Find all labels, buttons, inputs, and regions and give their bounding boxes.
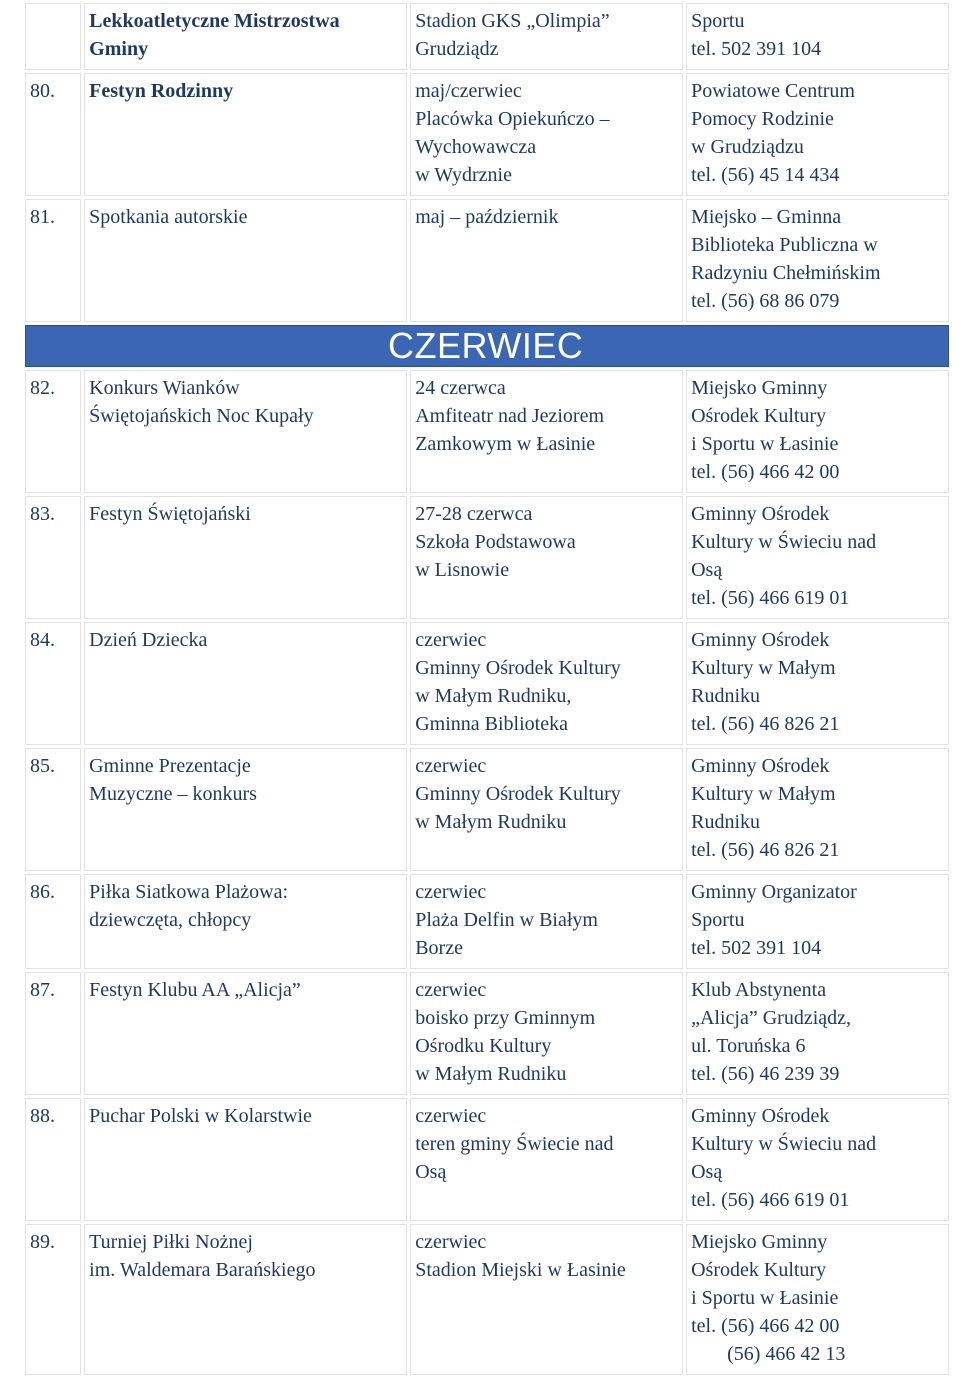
event-place-line: Placówka Opiekuńczo – [415,108,610,130]
event-number [25,3,81,70]
event-organizer-line: Gminny Ośrodek [691,755,830,777]
event-name [84,199,407,322]
event-place-line: teren gminy Świecie nad [415,1133,614,1155]
event-organizer-line: i Sportu w Łasinie [691,433,839,455]
event-organizer-line: Klub Abstynenta [691,979,827,1001]
event-organizer-line: tel. (56) 46 239 39 [691,1063,840,1085]
event-place-line: w Wydrznie [415,164,512,186]
event-name [84,1224,407,1375]
event-organizer-line: tel. (56) 68 86 079 [691,290,840,312]
event-name-line: Spotkania autorskie [89,206,248,228]
event-name-line: dziewczęta, chłopcy [89,909,252,931]
event-place-line: Amfiteatr nad Jeziorem [415,405,605,427]
event-organizer-line: Radzyniu Chełmińskim [691,262,881,284]
event-date-place [410,972,683,1095]
event-organizer-line: Miejsko Gminny [691,377,828,399]
event-number: 86. [25,874,81,969]
event-organizer-line: tel. (56) 46 826 21 [691,713,840,735]
event-name-line: Konkurs Wianków [89,377,240,399]
event-place-line: 27-28 czerwca [415,503,533,525]
event-organizer [686,1224,949,1375]
event-date-place [410,199,683,322]
event-name-line: Muzyczne – konkurs [89,783,257,805]
event-organizer-line: w Grudziądzu [691,136,804,158]
event-organizer-line: ul. Toruńska 6 [691,1035,806,1057]
event-organizer-line: Kultury w Małym [691,657,836,679]
event-place-line: czerwiec [415,979,487,1001]
event-organizer-line: Ośrodek Kultury [691,1259,827,1281]
event-organizer-line: Osą [691,1161,723,1183]
event-place-line: Gminna Biblioteka [415,713,568,735]
event-organizer [686,73,949,196]
event-name-line: Festyn Świętojański [89,503,251,525]
event-organizer [686,1098,949,1221]
event-organizer [686,748,949,871]
event-number: 89. [25,1224,81,1375]
event-organizer-line: Kultury w Świeciu nad [691,1133,877,1155]
event-organizer-line: Sportu [691,909,745,931]
event-organizer-line: Osą [691,559,723,581]
event-organizer-line: Gminny Organizator [691,881,857,903]
event-row [25,622,949,745]
month-header-group [25,325,949,367]
event-place-line: Gminny Ośrodek Kultury [415,657,621,679]
event-name [84,874,407,969]
event-date-place [410,622,683,745]
event-organizer-line: tel. (56) 466 619 01 [691,1189,850,1211]
event-place-line: Ośrodku Kultury [415,1035,552,1057]
event-name-line: Lekkoatletyczne Mistrzostwa [89,10,340,32]
event-organizer [686,622,949,745]
event-name-line: Dzień Dziecka [89,629,208,651]
event-organizer [686,370,949,493]
event-place-line: Stadion GKS „Olimpia” [415,10,610,32]
event-row [25,199,949,322]
event-number: 81. [25,199,81,322]
event-name [84,748,407,871]
event-place-line: Grudziądz [415,38,499,60]
event-number: 85. [25,748,81,871]
event-place-line: czerwiec [415,629,487,651]
event-place-line: w Małym Rudniku [415,811,567,833]
event-name [84,1098,407,1221]
event-row [25,370,949,493]
event-date-place [410,1098,683,1221]
event-name [84,73,407,196]
event-row [25,748,949,871]
event-name [84,972,407,1095]
event-organizer-line: i Sportu w Łasinie [691,1287,839,1309]
event-place-line: Plaża Delfin w Białym [415,909,598,931]
events-in-month [25,370,949,1375]
event-place-line: Zamkowym w Łasinie [415,433,596,455]
event-number: 84. [25,622,81,745]
month-title: CZERWIEC [388,325,584,366]
event-organizer-line: „Alicja” Grudziądz, [691,1007,852,1029]
event-organizer-line: Rudniku [691,811,761,833]
event-organizer-line: Rudniku [691,685,761,707]
event-row [25,972,949,1095]
event-place-line: czerwiec [415,881,487,903]
event-row [25,1098,949,1221]
event-organizer-line: tel. (56) 466 42 00 [691,1315,840,1337]
event-row [25,3,949,70]
events-table [22,0,952,1378]
event-organizer-line: tel. (56) 466 42 00 [691,461,840,483]
event-organizer-line: Powiatowe Centrum [691,80,855,102]
event-name-line: Gminne Prezentacje [89,755,251,777]
event-date-place [410,3,683,70]
event-name-line: Festyn Klubu AA „Alicja” [89,979,301,1001]
event-place-line: czerwiec [415,1105,487,1127]
event-organizer [686,199,949,322]
event-organizer-line: tel. (56) 466 619 01 [691,587,850,609]
month-banner [25,325,949,367]
event-organizer [686,874,949,969]
event-name-line: Świętojańskich Noc Kupały [89,405,314,427]
event-date-place [410,496,683,619]
event-place-line: boisko przy Gminnym [415,1007,596,1029]
event-row [25,874,949,969]
event-organizer-line: Kultury w Małym [691,783,836,805]
event-organizer [686,972,949,1095]
event-place-line: w Lisnowie [415,559,510,581]
event-name [84,3,407,70]
event-organizer-line: tel. (56) 45 14 434 [691,164,840,186]
event-name [84,496,407,619]
event-name-line: im. Waldemara Barańskiego [89,1259,316,1281]
events-before-month [25,3,949,322]
event-organizer-line: tel. (56) 46 826 21 [691,839,840,861]
event-place-line: maj – październik [415,206,559,228]
event-organizer-line: Gminny Ośrodek [691,629,830,651]
event-date-place [410,874,683,969]
event-place-line: Szkoła Podstawowa [415,531,576,553]
event-organizer-line: tel. 502 391 104 [691,937,822,959]
event-name [84,370,407,493]
event-organizer-line: Kultury w Świeciu nad [691,531,877,553]
event-date-place [410,748,683,871]
event-organizer-line: Gminny Ośrodek [691,503,830,525]
event-organizer-line: (56) 466 42 13 [727,1343,846,1365]
event-organizer-line: Gminny Ośrodek [691,1105,830,1127]
event-name [84,622,407,745]
event-place-line: czerwiec [415,755,487,777]
event-place-line: w Małym Rudniku, [415,685,572,707]
event-date-place [410,1224,683,1375]
event-row [25,496,949,619]
event-row [25,1224,949,1375]
event-date-place [410,370,683,493]
event-name-line: Piłka Siatkowa Plażowa: [89,881,289,903]
event-name-line: Gminy [89,38,149,60]
event-number: 83. [25,496,81,619]
event-number: 80. [25,73,81,196]
event-name-line: Turniej Piłki Nożnej [89,1231,253,1253]
event-place-line: Wychowawcza [415,136,537,158]
event-place-line: Stadion Miejski w Łasinie [415,1259,626,1281]
event-number: 88. [25,1098,81,1221]
event-organizer-line: Miejsko Gminny [691,1231,828,1253]
event-number: 82. [25,370,81,493]
event-place-line: czerwiec [415,1231,487,1253]
event-organizer-line: Miejsko – Gminna [691,206,842,228]
event-organizer-line: Ośrodek Kultury [691,405,827,427]
event-organizer-line: tel. 502 391 104 [691,38,822,60]
event-date-place [410,73,683,196]
event-organizer [686,3,949,70]
month-header-row [25,325,949,367]
event-name-line: Puchar Polski w Kolarstwie [89,1105,312,1127]
event-number: 87. [25,972,81,1095]
event-place-line: Borze [415,937,463,959]
event-organizer [686,496,949,619]
event-place-line: Gminny Ośrodek Kultury [415,783,621,805]
event-name-line: Festyn Rodzinny [89,80,234,102]
event-place-line: Osą [415,1161,447,1183]
event-row [25,73,949,196]
event-organizer-line: Pomocy Rodzinie [691,108,834,130]
event-place-line: 24 czerwca [415,377,506,399]
event-organizer-line: Sportu [691,10,745,32]
event-organizer-line: Biblioteka Publiczna w [691,234,878,256]
event-place-line: maj/czerwiec [415,80,522,102]
event-place-line: w Małym Rudniku [415,1063,567,1085]
